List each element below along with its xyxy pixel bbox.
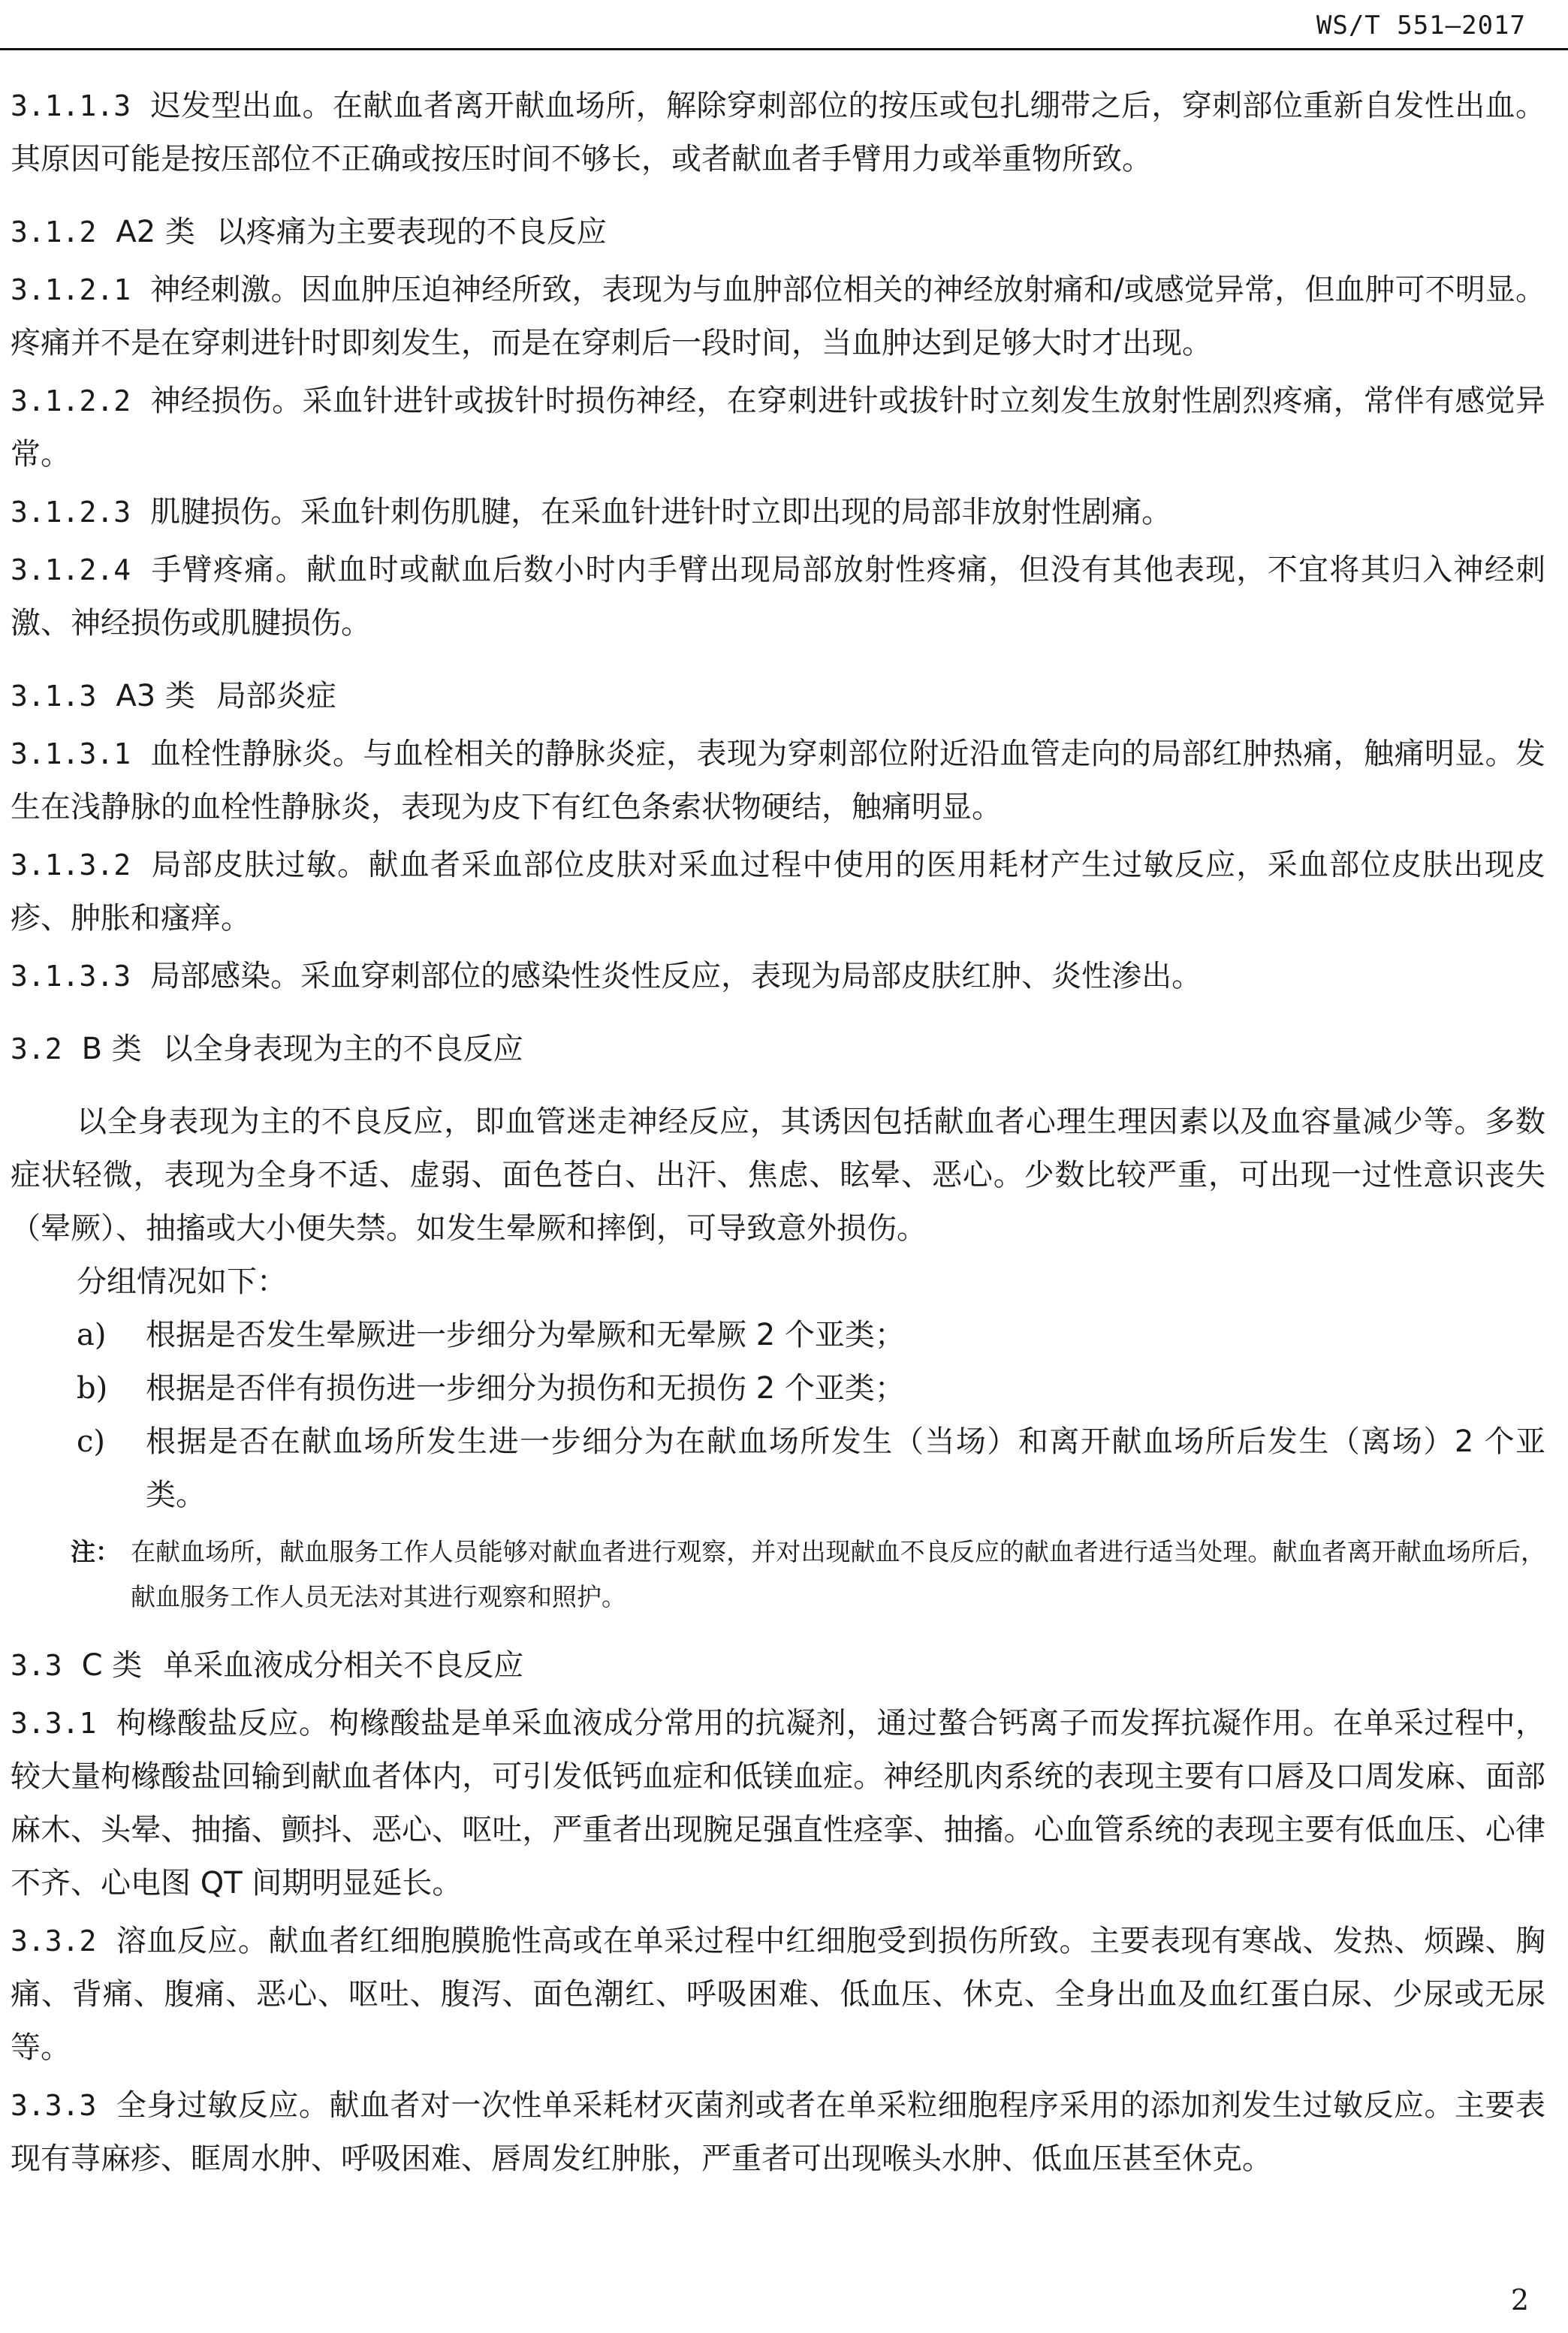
clause-paragraph	[11, 375, 1545, 481]
list-text: 根据是否在献血场所发生进一步细分为在献血场所发生（当场）和离开献血场所后发生（离场）2 个亚类。	[146, 1424, 1545, 1512]
clause-paragraph	[11, 1697, 1545, 1910]
clause-paragraph	[11, 544, 1545, 650]
clause-text: 迟发型出血。在献血者离开献血场所，解除穿刺部位的按压或包扎绷带之后，穿刺部位重新自发性出血。其原因可能是按压部位不正确或按压时间不够长，或者献血者手臂用力或举重物所致。	[11, 89, 1545, 176]
clause-text: 肌腱损伤。采血针刺伤肌腱，在采血针进针时立即出现的局部非放射性剧痛。	[150, 495, 1172, 529]
clause-text: 手臂疼痛。献血时或献血后数小时内手臂出现局部放射性疼痛，但没有其他表现，不宜将其归入神经刺激、神经损伤或肌腱损伤。	[11, 553, 1545, 641]
section-title: 单采血液成分相关不良反应	[163, 1648, 524, 1683]
header-rule	[0, 48, 1568, 50]
section-number: 3.2	[11, 1032, 62, 1066]
clause-number: 3.1.3.3	[11, 960, 131, 993]
section-title: 以全身表现为主的不良反应	[162, 1032, 523, 1066]
list-text: 根据是否发生晕厥进一步细分为晕厥和无晕厥 2 个亚类；	[146, 1318, 905, 1352]
clause-paragraph	[11, 486, 1545, 539]
note-label: 注：	[71, 1537, 120, 1566]
clause-number: 3.1.2.2	[11, 384, 131, 417]
section-category: B 类	[81, 1032, 142, 1066]
clause-number: 3.1.1.3	[11, 89, 131, 122]
clause-number: 3.1.2.4	[11, 553, 131, 586]
clause-text: 局部皮肤过敏。献血者采血部位皮肤对采血过程中使用的医用耗材产生过敏反应，采血部位皮肤出现皮疹、肿胀和瘙痒。	[11, 848, 1545, 936]
clause-number: 3.1.2.1	[11, 273, 131, 306]
section-category: A2 类	[116, 215, 195, 249]
clause-paragraph	[11, 1915, 1545, 2075]
clause-text: 局部感染。采血穿刺部位的感染性炎性反应，表现为局部皮肤红肿、炎性渗出。	[150, 959, 1202, 993]
section-title: 以疼痛为主要表现的不良反应	[216, 215, 607, 249]
clause-number: 3.3.3	[11, 2089, 97, 2122]
list-label: c)	[77, 1424, 106, 1459]
section-heading	[11, 1639, 1545, 1692]
clause-text: 神经损伤。采血针进针或拔针时损伤神经，在穿刺进针或拔针时立刻发生放射性剧烈疼痛，常伴有感觉异常。	[11, 384, 1545, 472]
clause-number: 3.1.3.1	[11, 737, 131, 770]
section-heading	[11, 1023, 1545, 1076]
clause-paragraph	[11, 839, 1545, 945]
list-text: 根据是否伴有损伤进一步细分为损伤和无损伤 2 个亚类；	[146, 1371, 905, 1406]
note	[11, 1530, 1545, 1620]
clause-text: 血栓性静脉炎。与血栓相关的静脉炎症，表现为穿刺部位附近沿血管走向的局部红肿热痛，触痛明显。发生在浅静脉的血栓性静脉炎，表现为皮下有红色条索状物硬结，触痛明显。	[11, 737, 1545, 824]
section-number: 3.3	[11, 1649, 62, 1682]
note-text: 在献血场所，献血服务工作人员能够对献血者进行观察，并对出现献血不良反应的献血者进行适当处理。献血者离开献血场所后，献血服务工作人员无法对其进行观察和照护。	[131, 1537, 1545, 1611]
list-item	[11, 1309, 1545, 1362]
clause-paragraph	[11, 2079, 1545, 2186]
list-item	[11, 1362, 1545, 1415]
section-title: 局部炎症	[216, 679, 336, 713]
section-category: C 类	[81, 1648, 143, 1683]
clause-paragraph	[11, 80, 1545, 186]
section-heading	[11, 670, 1545, 723]
clause-number: 3.1.3.2	[11, 849, 131, 882]
body-paragraph: 分组情况如下：	[77, 1264, 287, 1299]
clause-number: 3.3.1	[11, 1707, 97, 1740]
section-number: 3.1.2	[11, 216, 97, 249]
clause-text: 全身过敏反应。献血者对一次性单采耗材灭菌剂或者在单采粒细胞程序采用的添加剂发生过敏反应。主要表现有荨麻疹、眶周水肿、呼吸困难、唇周发红肿胀，严重者可出现喉头水肿、低血压甚至休克。	[11, 2088, 1545, 2176]
list-label: b)	[77, 1371, 108, 1406]
clause-number: 3.3.2	[11, 1925, 97, 1958]
list-item	[11, 1415, 1545, 1522]
document-body	[11, 75, 1545, 2186]
clause-text: 枸橼酸盐反应。枸橼酸盐是单采血液成分常用的抗凝剂，通过螯合钙离子而发挥抗凝作用。在单采过程中，较大量枸橼酸盐回输到献血者体内，可引发低钙血症和低镁血症。神经肌肉系统的表现主要有口唇及口周发麻、面部麻木、头晕、抽搐、颤抖、恶心、呕吐，严重者出现腕足强直性痉挛、抽搐。心血管系统的表现主要有低血压、心律不齐、心电图 QT 间期明显延长。	[11, 1706, 1545, 1900]
section-category: A3 类	[116, 679, 195, 713]
clause-number: 3.1.2.3	[11, 496, 131, 529]
section-number: 3.1.3	[11, 680, 97, 713]
body-paragraph: 以全身表现为主的不良反应，即血管迷走神经反应，其诱因包括献血者心理生理因素以及血容量减少等。多数症状轻微，表现为全身不适、虚弱、面色苍白、出汗、焦虑、眩晕、恶心。少数比较严重，可出现一过性意识丧失（晕厥）、抽搐或大小便失禁。如发生晕厥和摔倒，可导致意外损伤。	[11, 1105, 1545, 1246]
document-code: WS/T 551—2017	[1316, 11, 1526, 41]
clause-text: 溶血反应。献血者红细胞膜脆性高或在单采过程中红细胞受到损伤所致。主要表现有寒战、发热、烦躁、胸痛、背痛、腹痛、恶心、呕吐、腹泻、面色潮红、呼吸困难、低血压、休克、全身出血及血红蛋白尿、少尿或无尿等。	[11, 1924, 1545, 2065]
clause-paragraph	[11, 950, 1545, 1003]
section-heading	[11, 206, 1545, 259]
clause-paragraph	[11, 264, 1545, 370]
clause-paragraph	[11, 728, 1545, 834]
list-label: a)	[77, 1318, 107, 1352]
clause-text: 神经刺激。因血肿压迫神经所致，表现为与血肿部位相关的神经放射痛和/或感觉异常，但血肿可不明显。疼痛并不是在穿刺进针时即刻发生，而是在穿刺后一段时间，当血肿达到足够大时才出现。	[11, 273, 1545, 360]
page-number: 2	[1510, 2283, 1529, 2316]
